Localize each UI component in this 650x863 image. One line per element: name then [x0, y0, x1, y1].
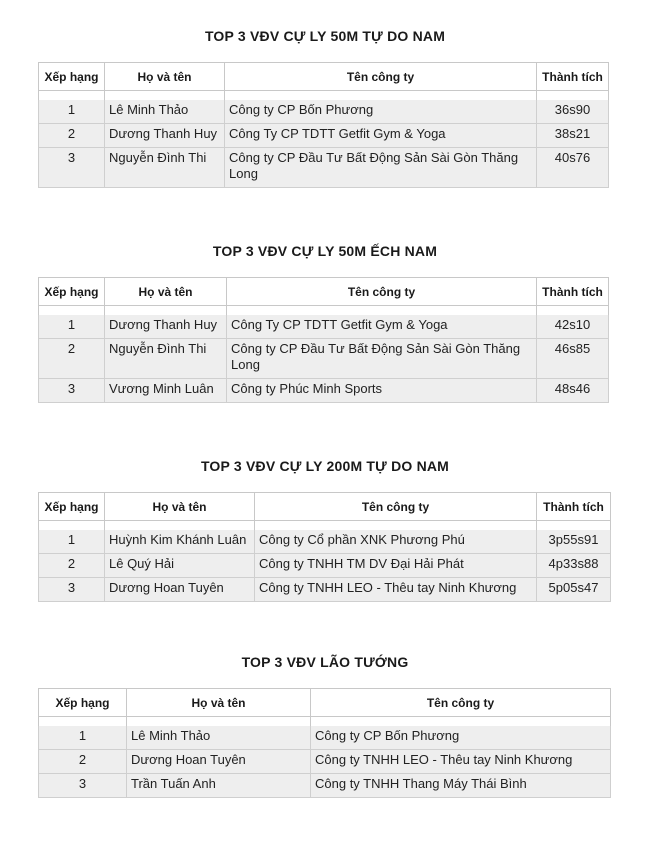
- section-title: TOP 3 VĐV LÃO TƯỚNG: [241, 654, 409, 670]
- table-row: [39, 339, 609, 379]
- table-row: [39, 726, 611, 750]
- time-cell: 36s90: [537, 100, 609, 124]
- rank-cell: 2: [39, 124, 105, 148]
- rank-cell: 3: [39, 148, 105, 188]
- table-row: [39, 315, 609, 339]
- company-cell: Công ty CP Đầu Tư Bất Động Sản Sài Gòn Thăng Long: [225, 148, 537, 188]
- company-cell: Công ty CP Bốn Phương: [225, 100, 537, 124]
- company-cell: Công ty Cổ phần XNK Phương Phú: [255, 530, 537, 554]
- section-title: TOP 3 VĐV CỰ LY 200M TỰ DO NAM: [200, 458, 450, 474]
- header-company: Tên công ty: [255, 493, 537, 521]
- header-name: Họ và tên: [105, 493, 255, 521]
- header-rank: Xếp hạng: [39, 278, 105, 306]
- name-cell: Dương Hoan Tuyên: [105, 578, 255, 602]
- table-row: [39, 578, 611, 602]
- company-cell: Công ty Phúc Minh Sports: [227, 379, 537, 403]
- table-header-row: [39, 278, 609, 306]
- header-name: Họ và tên: [127, 689, 311, 717]
- table-row: [39, 774, 611, 798]
- table-row: [39, 124, 609, 148]
- section-title: TOP 3 VĐV CỰ LY 50M ẾCH NAM: [212, 243, 438, 259]
- company-cell: Công ty TNHH LEO - Thêu tay Ninh Khương: [311, 750, 611, 774]
- results-table: [38, 688, 611, 798]
- company-cell: Công ty CP Bốn Phương: [311, 726, 611, 750]
- section-50m-breaststroke: [0, 215, 650, 415]
- table-header-row: [39, 63, 609, 91]
- rank-cell: 2: [39, 339, 105, 379]
- name-cell: Dương Thanh Huy: [105, 315, 227, 339]
- header-time: Thành tích: [537, 493, 611, 521]
- name-cell: Huỳnh Kim Khánh Luân: [105, 530, 255, 554]
- table-row: [39, 750, 611, 774]
- table-row: [39, 379, 609, 403]
- rank-cell: 2: [39, 554, 105, 578]
- time-cell: 46s85: [537, 339, 609, 379]
- table-row: [39, 530, 611, 554]
- time-cell: 38s21: [537, 124, 609, 148]
- name-cell: Lê Quý Hải: [105, 554, 255, 578]
- results-table: [38, 62, 609, 188]
- name-cell: Vương Minh Luân: [105, 379, 227, 403]
- results-table: [38, 492, 611, 602]
- header-rank: Xếp hạng: [39, 689, 127, 717]
- header-company: Tên công ty: [311, 689, 611, 717]
- header-time: Thành tích: [537, 278, 609, 306]
- company-cell: Công Ty CP TDTT Getfit Gym & Yoga: [225, 124, 537, 148]
- name-cell: Trần Tuấn Anh: [127, 774, 311, 798]
- results-table: [38, 277, 609, 403]
- company-cell: Công Ty CP TDTT Getfit Gym & Yoga: [227, 315, 537, 339]
- table-row: [39, 148, 609, 188]
- rank-cell: 1: [39, 726, 127, 750]
- company-cell: Công ty CP Đầu Tư Bất Động Sản Sài Gòn Thăng Long: [227, 339, 537, 379]
- name-cell: Lê Minh Thảo: [127, 726, 311, 750]
- company-cell: Công ty TNHH Thang Máy Thái Bình: [311, 774, 611, 798]
- section-200m-freestyle: [0, 430, 650, 610]
- table-row: [39, 554, 611, 578]
- time-cell: 42s10: [537, 315, 609, 339]
- section-50m-freestyle: [0, 0, 650, 200]
- header-name: Họ và tên: [105, 278, 227, 306]
- rank-cell: 1: [39, 315, 105, 339]
- rank-cell: 3: [39, 774, 127, 798]
- table-header-row: [39, 689, 611, 717]
- name-cell: Dương Hoan Tuyên: [127, 750, 311, 774]
- time-cell: 40s76: [537, 148, 609, 188]
- time-cell: 3p55s91: [537, 530, 611, 554]
- rank-cell: 1: [39, 530, 105, 554]
- section-title: TOP 3 VĐV CỰ LY 50M TỰ DO NAM: [204, 28, 446, 44]
- rank-cell: 3: [39, 578, 105, 602]
- time-cell: 4p33s88: [537, 554, 611, 578]
- name-cell: Nguyễn Đình Thi: [105, 148, 225, 188]
- table-header-row: [39, 493, 611, 521]
- header-time: Thành tích: [537, 63, 609, 91]
- company-cell: Công ty TNHH LEO - Thêu tay Ninh Khương: [255, 578, 537, 602]
- section-veterans: [0, 626, 650, 826]
- rank-cell: 1: [39, 100, 105, 124]
- name-cell: Dương Thanh Huy: [105, 124, 225, 148]
- name-cell: Nguyễn Đình Thi: [105, 339, 227, 379]
- header-rank: Xếp hạng: [39, 493, 105, 521]
- header-company: Tên công ty: [225, 63, 537, 91]
- time-cell: 5p05s47: [537, 578, 611, 602]
- header-company: Tên công ty: [227, 278, 537, 306]
- header-rank: Xếp hạng: [39, 63, 105, 91]
- rank-cell: 3: [39, 379, 105, 403]
- header-name: Họ và tên: [105, 63, 225, 91]
- company-cell: Công ty TNHH TM DV Đại Hải Phát: [255, 554, 537, 578]
- table-row: [39, 100, 609, 124]
- name-cell: Lê Minh Thảo: [105, 100, 225, 124]
- time-cell: 48s46: [537, 379, 609, 403]
- rank-cell: 2: [39, 750, 127, 774]
